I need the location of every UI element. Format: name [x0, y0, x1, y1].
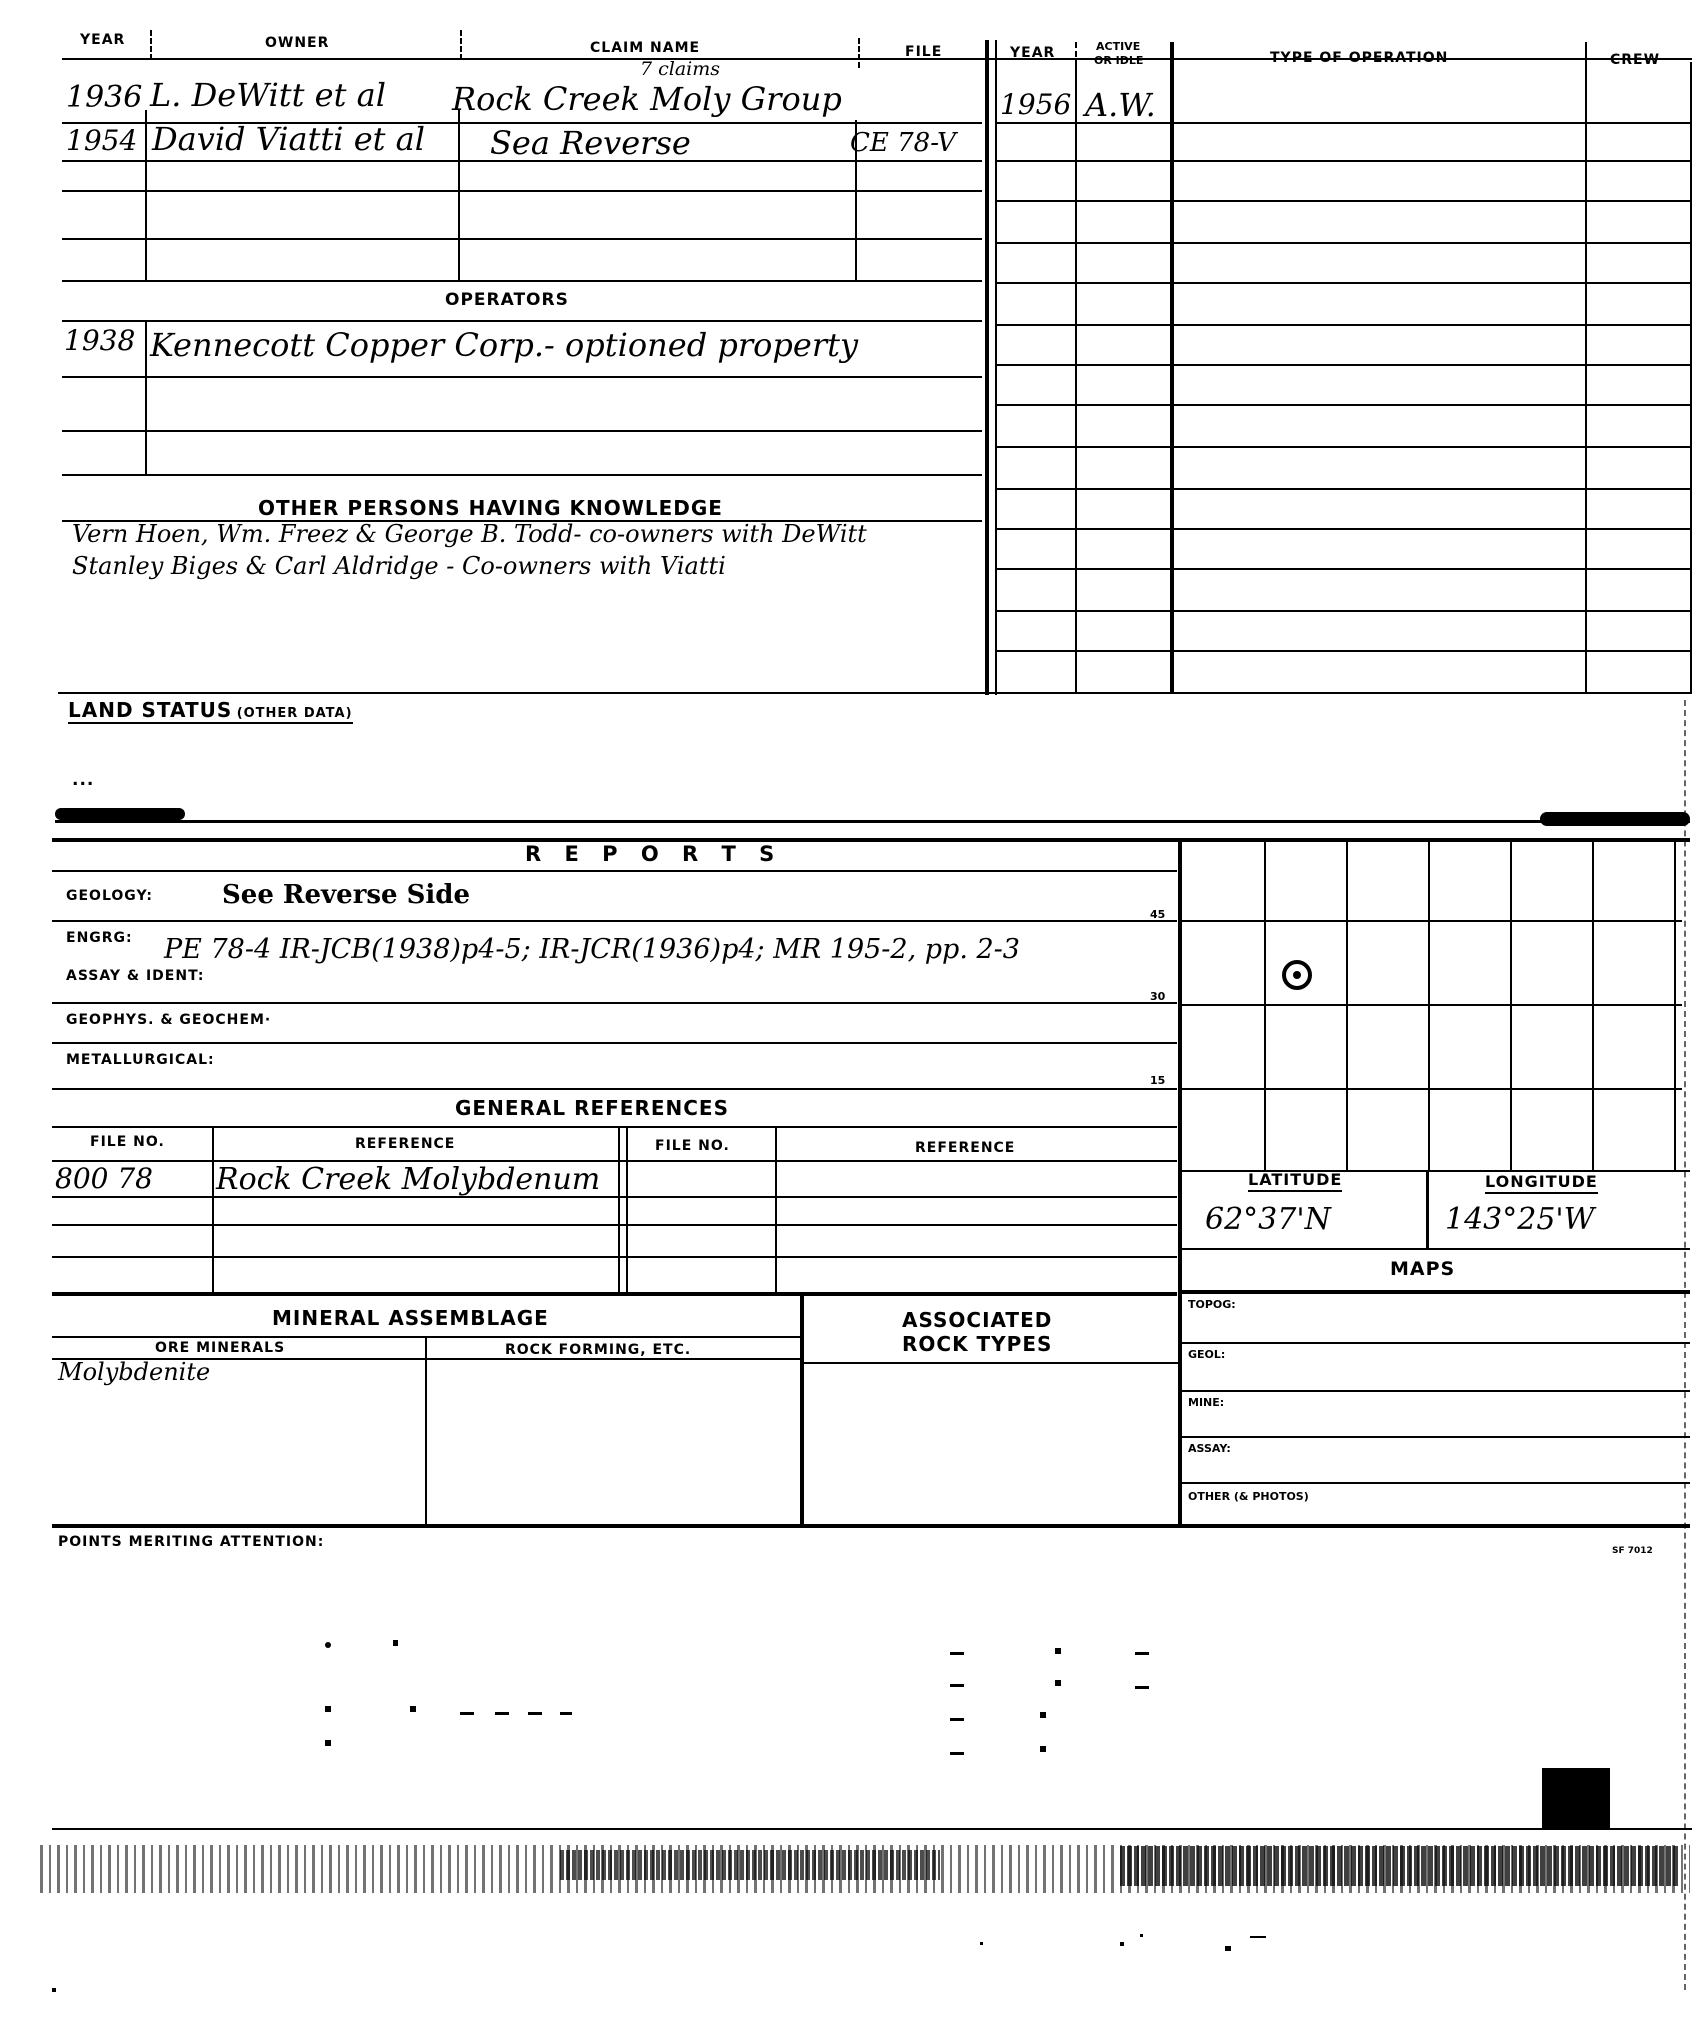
reports-title: R E P O R T S [525, 842, 783, 866]
block-bottom-line [58, 692, 1692, 694]
land-status-heading [68, 698, 353, 724]
activity-col-line [1585, 42, 1587, 692]
speck [1120, 1942, 1124, 1946]
speck [325, 1706, 331, 1712]
owner-claim-1: Rock Creek Moly Group [452, 80, 842, 118]
reports-right-border [1178, 838, 1182, 1528]
speck [1135, 1652, 1149, 1655]
land-status-subtitle: (OTHER DATA) [236, 706, 353, 721]
ore-minerals-label: ORE MINERALS [155, 1340, 286, 1356]
ref-file-no-label: FILE NO. [90, 1134, 165, 1150]
scan-smear [1120, 1846, 1680, 1886]
references-row-line [52, 1196, 1177, 1198]
maps-row-line [1180, 1342, 1690, 1344]
header-file: FILE [905, 44, 943, 60]
owner-name-1: L. DeWitt et al [150, 76, 386, 114]
mineral-col-line [800, 1294, 804, 1528]
land-status-mark: ... [72, 770, 95, 790]
smudge [55, 808, 185, 820]
ref-reference-label-2: REFERENCE [915, 1140, 1016, 1156]
speck [1140, 1934, 1143, 1937]
speck [528, 1712, 542, 1715]
operators-row-line [62, 320, 982, 322]
location-grid-col [1264, 838, 1266, 1170]
engrg-value: PE 78-4 IR-JCB(1938)p4-5; IR-JCR(1936)p4; MR 195-2, pp. 2-3 [164, 934, 1020, 965]
other-persons-line-2: Stanley Biges & Carl Aldridge - Co-owners with Viatti [72, 552, 726, 580]
references-row-line [52, 1224, 1177, 1226]
activity-status-1: A.W. [1085, 86, 1156, 124]
geophys-label: GEOPHYS. & GEOCHEM· [66, 1012, 272, 1028]
mineral-assemblage-title: MINERAL ASSEMBLAGE [272, 1306, 549, 1330]
speck [1135, 1686, 1149, 1689]
speck [325, 1740, 331, 1746]
references-col-line [212, 1126, 214, 1294]
scale-45: 45 [1150, 908, 1166, 921]
activity-row-line [995, 200, 1690, 202]
location-grid-col [1674, 838, 1676, 1170]
ref-reference-1: Rock Creek Molybdenum [216, 1162, 601, 1197]
speck [52, 1988, 56, 1992]
reports-row-line [52, 1002, 1177, 1004]
activity-row-line [995, 324, 1690, 326]
activity-row-line [995, 610, 1690, 612]
references-row-line [52, 1126, 1177, 1128]
general-references-title: GENERAL REFERENCES [455, 1096, 729, 1120]
references-col-line [618, 1126, 620, 1294]
activity-year-1: 1956 [1000, 88, 1072, 121]
maps-row-line [1180, 1482, 1690, 1484]
speck [950, 1652, 964, 1655]
rock-forming-label: ROCK FORMING, ETC. [505, 1342, 692, 1358]
reports-row-line [52, 920, 1177, 922]
location-marker-icon [1282, 960, 1312, 990]
owner-name-2: David Viatti et al [152, 120, 425, 158]
mineral-col-line [425, 1336, 427, 1528]
associated-label-2: ROCK TYPES [902, 1332, 1053, 1356]
maps-other: OTHER (& PHOTOS) [1188, 1490, 1309, 1503]
header-separator [460, 30, 462, 60]
maps-geol: GEOL: [1188, 1348, 1226, 1361]
speck [950, 1752, 964, 1755]
header-separator [150, 30, 152, 60]
header-active: ACTIVE [1096, 40, 1141, 53]
longitude-value: 143°25'W [1445, 1202, 1595, 1237]
section-divider [55, 820, 1690, 823]
speck [1040, 1746, 1046, 1752]
header-owner: OWNER [265, 35, 330, 51]
header-crew: CREW [1610, 52, 1661, 68]
owner-row-line [62, 238, 982, 240]
reports-row-line [52, 870, 1177, 872]
speck [410, 1706, 416, 1712]
latitude-label-wrap [1248, 1170, 1342, 1192]
ref-file-no-label-2: FILE NO. [655, 1138, 730, 1154]
left-block-border [985, 40, 989, 695]
header-type-of-operation: TYPE OF OPERATION [1270, 50, 1449, 66]
owner-col-line [145, 110, 147, 282]
operator-text-1: Kennecott Copper Corp.- optioned property [150, 326, 859, 364]
location-grid-col [1428, 838, 1430, 1170]
owner-row-line [62, 190, 982, 192]
longitude-label: LONGITUDE [1485, 1172, 1598, 1191]
location-grid-col [1510, 838, 1512, 1170]
references-row-line [52, 1256, 1177, 1258]
maps-topog: TOPOG: [1188, 1298, 1236, 1311]
speck [1055, 1680, 1061, 1686]
mineral-bottom-line [52, 1524, 1690, 1528]
header-claim-name: CLAIM NAME [590, 40, 701, 56]
scan-smear [560, 1850, 940, 1880]
owner-year-2: 1954 [66, 124, 138, 157]
speck [495, 1712, 509, 1715]
maps-mine: MINE: [1188, 1396, 1225, 1409]
operators-row-line [62, 474, 982, 476]
speck [460, 1712, 474, 1715]
references-col-line [626, 1126, 628, 1294]
speck [393, 1640, 398, 1646]
geology-value: See Reverse Side [222, 880, 471, 910]
header-year-right: YEAR [1010, 45, 1056, 61]
smudge [1540, 812, 1690, 826]
activity-row-line [995, 282, 1690, 284]
latitude-label: LATITUDE [1248, 1170, 1343, 1189]
activity-col-line [1170, 42, 1174, 694]
land-status-title: LAND STATUS [68, 698, 233, 722]
activity-row-line [995, 528, 1690, 530]
speck [1225, 1946, 1231, 1951]
speck [980, 1942, 983, 1945]
location-grid-line [1180, 920, 1682, 922]
right-block-border [995, 40, 997, 695]
longitude-label-wrap [1485, 1172, 1598, 1194]
ref-file-no-1: 800 78 [55, 1162, 153, 1195]
maps-row-line [1180, 1290, 1690, 1294]
activity-row-line [995, 160, 1690, 162]
associated-row-line [800, 1362, 1178, 1364]
references-bottom-line [52, 1292, 1177, 1296]
latitude-value: 62°37'N [1205, 1202, 1331, 1237]
operators-title: OPERATORS [445, 290, 569, 310]
header-year: YEAR [80, 32, 126, 48]
metallurgical-label: METALLURGICAL: [66, 1052, 215, 1068]
activity-row-line [995, 364, 1690, 366]
location-grid-col [1346, 838, 1348, 1170]
activity-row-line [995, 446, 1690, 448]
maps-row-line [1180, 1436, 1690, 1438]
location-grid-col [1592, 838, 1594, 1170]
ref-reference-label: REFERENCE [355, 1136, 456, 1152]
references-col-line [775, 1126, 777, 1294]
reports-top-line [52, 838, 1690, 842]
black-square [1542, 1768, 1610, 1828]
operators-row-line [62, 376, 982, 378]
form-number: SF 7012 [1612, 1546, 1653, 1556]
scale-30: 30 [1150, 990, 1166, 1003]
owner-row-line [62, 280, 982, 282]
activity-col-line [1075, 62, 1077, 692]
speck [560, 1712, 572, 1715]
activity-row-line [995, 242, 1690, 244]
lat-long-divider [1426, 1170, 1429, 1248]
owner-year-1: 1936 [66, 80, 143, 115]
owner-col-line [458, 110, 460, 282]
operators-row-line [62, 430, 982, 432]
points-title: POINTS MERITING ATTENTION: [58, 1534, 325, 1550]
maps-top-line [1180, 1248, 1690, 1250]
right-edge-dashes [1684, 700, 1686, 1990]
ore-minerals-value: Molybdenite [58, 1358, 211, 1386]
scale-15: 15 [1150, 1074, 1166, 1087]
speck [325, 1642, 331, 1648]
speck [1055, 1648, 1061, 1654]
assay-label: ASSAY & IDENT: [66, 968, 205, 984]
owner-file-2: CE 78-V [850, 128, 956, 158]
speck [950, 1718, 964, 1721]
location-grid-line [1180, 1088, 1682, 1090]
activity-row-line [995, 568, 1690, 570]
speck [1250, 1936, 1266, 1938]
maps-title: MAPS [1390, 1258, 1456, 1280]
activity-row-line [995, 488, 1690, 490]
speck [950, 1684, 964, 1687]
header-or-idle: OR IDLE [1094, 54, 1144, 67]
bottom-rule [52, 1828, 1692, 1830]
maps-row-line [1180, 1390, 1690, 1392]
owner-claim-2: Sea Reverse [490, 124, 691, 162]
associated-label-1: ASSOCIATED [902, 1308, 1053, 1332]
operators-col-line [145, 322, 147, 474]
other-persons-title: OTHER PERSONS HAVING KNOWLEDGE [258, 496, 723, 520]
other-persons-line-1: Vern Hoen, Wm. Freez & George B. Todd- co-owners with DeWitt [72, 520, 867, 548]
engrg-label: ENGRG: [66, 930, 133, 946]
maps-assay: ASSAY: [1188, 1442, 1231, 1455]
reports-row-line [52, 1042, 1177, 1044]
activity-row-line [995, 404, 1690, 406]
reports-row-line [52, 1088, 1177, 1090]
activity-row-line [995, 650, 1690, 652]
location-grid-line [1180, 1004, 1682, 1006]
speck [1040, 1712, 1046, 1718]
header-separator [858, 38, 860, 68]
operator-year-1: 1938 [64, 324, 136, 357]
geology-label: GEOLOGY: [66, 888, 153, 904]
activity-col-line [1690, 62, 1692, 692]
owner-claim-note-1: 7 claims [640, 58, 721, 80]
